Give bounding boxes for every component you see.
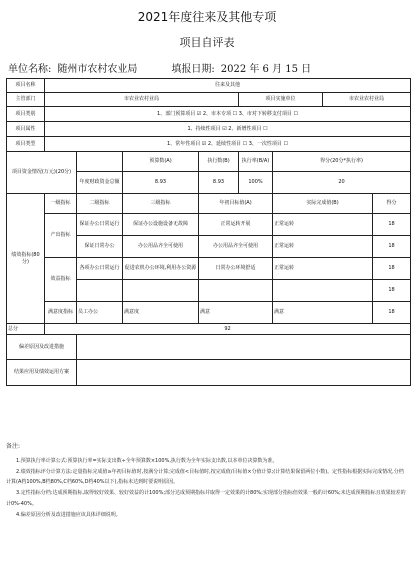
dept-value: 市农业农村业局 [45,93,239,107]
note-2: 2.绩效指标评分计算方法:定量指标完成值≥年初目标值时,按满分计算;完成值<目标值时,按完成值/目标值×分值计算;(计算结果保留两位小数)。定性指标根据实际完成情况,分档计算(A档100%,B档80%,C档60%,D档40%以下),指标未达到时要说明原因。 [6,468,404,486]
funds-label: 项目资金情况(万元)(20分) [7,152,77,194]
notes-section [6,441,408,520]
row4-score: 18 [373,302,411,324]
project-name-value: 往来及其他 [45,79,411,93]
total-label: 总分 [7,324,45,335]
unit-value: 随州市农村农业局 [57,64,138,75]
category-label: 项目类别 [7,107,45,122]
row4-actual: 满意 [273,302,373,324]
row2-lvl3: 促进农机办公环境,利用办公资源 [123,258,199,280]
project-name-label: 项目名称 [7,79,45,93]
row0-actual: 正常运转 [273,214,373,236]
col-budget: 预算数(A) [123,152,199,172]
row0-lvl1: 产出指标 [45,214,77,258]
row1-lvl2: 保证日常办公 [77,236,123,258]
date-value: 2022 年 6 月 15 日 [220,64,312,75]
row1-actual: 正常运转 [273,236,373,258]
row1-score: 18 [373,236,411,258]
row0-lvl3: 保证办公设施设备无故障 [123,214,199,236]
funds-row-label: 年度财政资金总额 [77,172,123,194]
notes-title: 备注: [6,443,21,450]
row2-plan: 日常办公环境舒适 [199,258,273,280]
row2-lvl2: 各项办公日常运行 [77,258,123,280]
row4-plan: 满意 [199,302,273,324]
col-score: 得分(20分*执行率) [273,152,411,172]
future-label: 结果应用及绩效运用方案 [7,360,77,386]
row4-lvl3: 满意度 [123,302,199,324]
funds-rate: 100% [239,172,273,194]
h-lvl2: 二级指标 [77,194,123,214]
future-value [77,360,411,386]
row2-score: 18 [373,258,411,280]
attr-options: 1、持续性项目 ☑ 2、新增性项目 ☐ [45,122,411,137]
h-score: 得分 [373,194,411,214]
row3-actual [273,280,373,302]
unit-label: 单位名称: [8,64,52,75]
row2-lvl1: 效益指标 [45,258,77,302]
page-subtitle: 项目自评表 [179,36,235,49]
row3-lvl3 [123,280,199,302]
row4-lvl2: 员工办公 [77,302,123,324]
col-rate: 执行率(B/A) [239,152,273,172]
impl-label: 项目实施单位 [239,93,323,107]
funds-exec: 8.93 [199,172,239,194]
funds-score: 20 [273,172,411,194]
funds-budget: 8.93 [123,172,199,194]
category-options: 1、部门预算项目 ☑ 2、市本专项 ☐ 3、市对下转移支付项目 ☐ [45,107,411,122]
attr-label: 项目属性 [7,122,45,137]
date-label: 填报日期: [171,64,215,75]
form-meta [8,60,317,75]
dept-label: 主管部门 [7,93,45,107]
problem-value [77,335,411,360]
page-title: 2021年度往来及其他专项 [137,10,277,24]
h-lvl3: 三级指标 [123,194,199,214]
row4-lvl1: 满意度指标 [45,302,77,324]
col-exec: 执行数(B) [199,152,239,172]
h-plan: 年初目标值(A) [199,194,273,214]
row1-plan: 办公用品齐全可使用 [199,236,273,258]
note-4: 4.偏差原因分析及改进措施应该具体详细说明。 [16,511,121,518]
row1-lvl3: 办公用品齐全可使用 [123,236,199,258]
row0-score: 18 [373,214,411,236]
funds-empty [77,152,123,172]
problem-label: 偏差原因及改进措施 [7,335,77,360]
type-label: 项目类型 [7,137,45,152]
row3-plan [199,280,273,302]
performance-label: 绩效指标(80分) [7,194,45,324]
row3-lvl2 [77,280,123,302]
note-3: 3.定性指标分档:达成预期指标,取得较好效果、较好效益的计100%;部分达成预期指标并取得一定效果的计80%;实现部分指标但效果一般的计60%;未达成预期指标且效果较差的计0%-40%。 [6,490,406,507]
evaluation-table [6,78,411,386]
impl-value: 市农业农村业局 [323,93,411,107]
note-1: 1.预算执行率计算公式:预算执行率=实际支出数÷全年预算数×100%,执行数为全年实际支出数,以本单位决算数为准。 [16,457,278,464]
type-options: 1、常年性项目 ☑ 2、延续性项目 ☐ 3、一次性项目 ☐ [45,137,411,152]
h-actual: 实际完成值(B) [273,194,373,214]
row0-lvl2: 保证办公日常运行 [77,214,123,236]
row2-actual: 正常运转 [273,258,373,280]
total-value: 92 [45,324,411,335]
row0-plan: 正常运转开展 [199,214,273,236]
h-lvl1: 一级指标 [45,194,77,214]
row3-score: 18 [373,280,411,302]
